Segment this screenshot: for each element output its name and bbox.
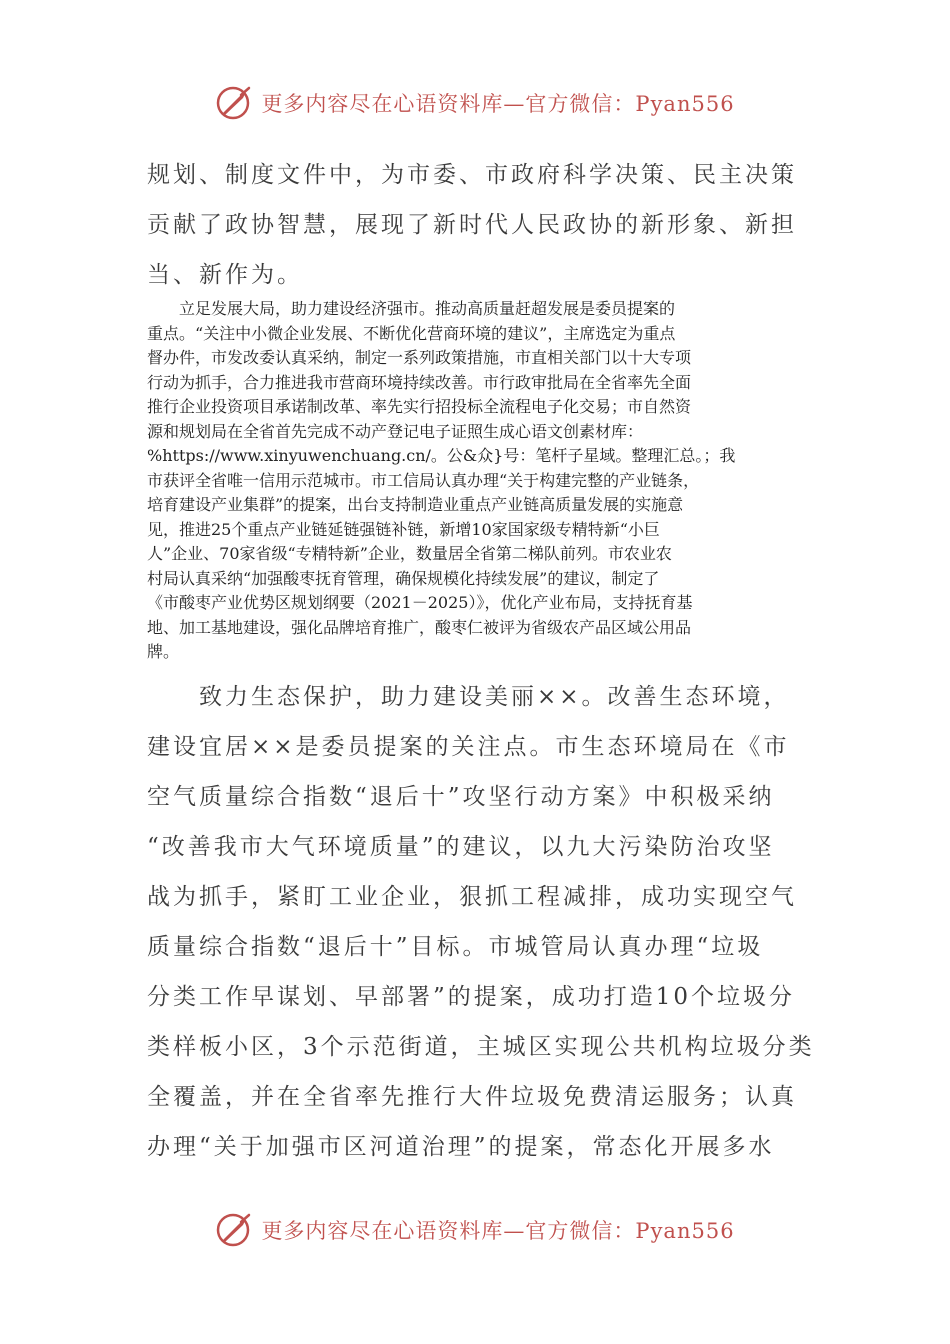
small-text-line: 立足发展大局，助力建设经济强市。推动高质量赶超发展是委员提案的 [147,299,676,318]
header-banner-text: 更多内容尽在心语资料库—官方微信：Pyan556 [261,92,735,116]
small-text-line: 人”企业、70家省级“专精特新”企业，数量居全省第二梯队前列。市农业农 [147,544,672,563]
small-text-line: 推行企业投资项目承诺制改革、率先实行招投标全流程电子化交易；市自然资 [147,397,692,416]
small-text-line: 牌。 [147,642,180,661]
body-text-line: 致力生态保护，助力建设美丽××。改善生态环境， [147,684,790,710]
small-text-line: 源和规划局在全省首先完成不动产登记电子证照生成心语文创素材库： [147,421,644,441]
body-text-line: 建设宜居××是委员提案的关注点。市生态环境局在《市 [147,734,790,760]
pen-nib-logo-icon [215,83,255,123]
small-text-line: 地、加工基地建设，强化品牌培育推广，酸枣仁被评为省级农产品区域公用品 [147,617,692,637]
body-text-line: “改善我市大气环境质量”的建议，以九大污染防治攻坚 [147,834,775,860]
pen-nib-logo-icon [215,1210,255,1250]
body-text-line: 全覆盖，并在全省率先推行大件垃圾免费清运服务；认真 [147,1084,797,1110]
small-text-line: %https://www.xinyuwenchuang.cn/。公&众}号：笔杆子星域。整理汇总。；我 [147,446,736,465]
body-text-line: 当、新作为。 [147,262,303,288]
small-text-line: 村局认真采纳“加强酸枣抚育管理，确保规模化持续发展”的建议，制定了 [147,568,660,588]
small-text-line: 见，推进25个重点产业链延链强链补链，新增10家国家级专精特新“小巨 [147,519,660,539]
small-text-paragraph [147,297,807,665]
body-text-line: 办理“关于加强市区河道治理”的提案，常态化开展多水 [147,1134,775,1160]
body-text-line: 空气质量综合指数“退后十”攻坚行动方案》中积极采纳 [147,784,775,810]
body-text-line: 战为抓手，紧盯工业企业，狠抓工程减排，成功实现空气 [147,884,797,910]
body-text-line: 贡献了政协智慧，展现了新时代人民政协的新形象、新担 [147,212,797,238]
small-text-line: 培育建设产业集群”的提案，出台支持制造业重点产业链高质量发展的实施意 [147,495,684,514]
footer-banner [0,1205,950,1255]
body-text-line: 规划、制度文件中，为市委、市政府科学决策、民主决策 [147,162,797,188]
small-text-line: 督办件，市发改委认真采纳，制定一系列政策措施，市直相关部门以十大专项 [147,348,692,367]
body-text-line: 分类工作早谋划、早部署”的提案，成功打造10个垃圾分 [147,984,796,1010]
body-text-line: 质量综合指数“退后十”目标。市城管局认真办理“垃圾 [147,934,764,960]
body-text-line: 类样板小区，3个示范街道，主城区实现公共机构垃圾分类 [147,1034,815,1060]
small-text-line: 重点。“关注中小微企业发展、不断优化营商环境的建议”，主席选定为重点 [147,323,676,343]
small-text-line: 《市酸枣产业优势区规划纲要（2021－2025）》，优化产业布局，支持抚育基 [147,593,693,612]
small-text-line: 行动为抓手，合力推进我市营商环境持续改善。市行政审批局在全省率先全面 [147,372,692,392]
header-banner [0,78,950,128]
small-text-line: 市获评全省唯一信用示范城市。市工信局认真办理“关于构建完整的产业链条， [147,470,700,490]
footer-banner-text: 更多内容尽在心语资料库—官方微信：Pyan556 [261,1219,735,1243]
